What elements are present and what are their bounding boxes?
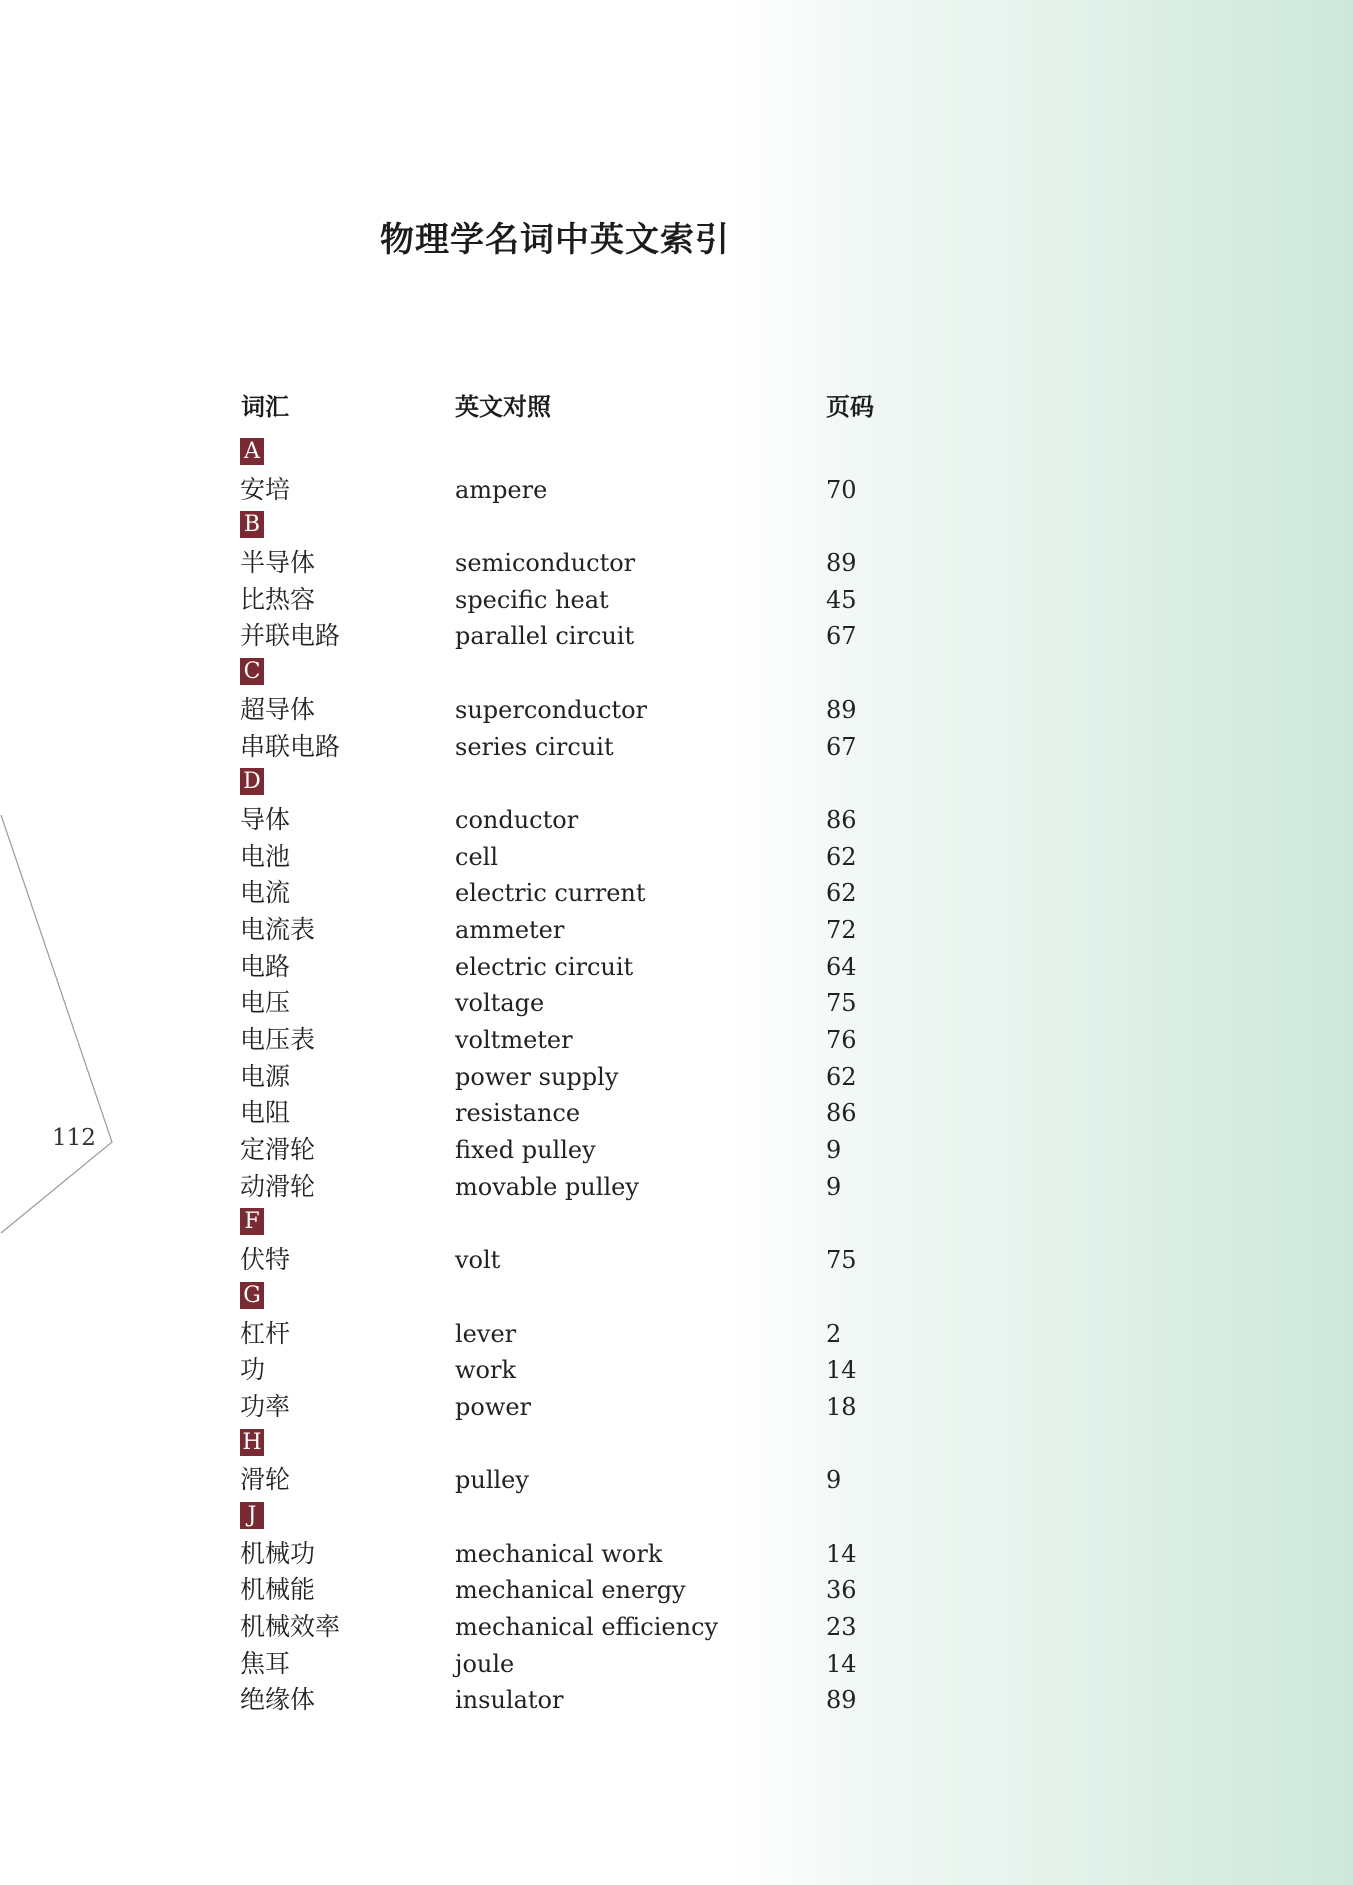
index-entry-row	[0, 1609, 1353, 1646]
entry-page: 67	[826, 622, 857, 651]
index-entry-row	[0, 1316, 1353, 1353]
entry-page: 62	[826, 842, 857, 871]
entry-page: 62	[826, 1062, 857, 1091]
index-entry-row	[0, 1536, 1353, 1573]
entry-english: work	[455, 1356, 517, 1385]
index-entry-row	[0, 875, 1353, 912]
entry-page: 89	[826, 1686, 857, 1715]
entry-english: specific heat	[455, 585, 609, 614]
entry-english: voltage	[455, 989, 545, 1018]
entry-english: power supply	[455, 1062, 619, 1091]
index-entry-row	[0, 949, 1353, 986]
header-page: 页码	[826, 393, 874, 421]
page-number: 112	[52, 1125, 96, 1151]
entry-term: 功率	[240, 1391, 291, 1421]
index-entry-row	[0, 912, 1353, 949]
header-term: 词汇	[241, 393, 289, 421]
entry-page: 75	[826, 1246, 857, 1275]
index-list	[0, 435, 1353, 1719]
entry-page: 45	[826, 585, 857, 614]
entry-term: 电阻	[240, 1098, 291, 1128]
entry-page: 36	[826, 1576, 857, 1605]
section-letter-row	[0, 1426, 1353, 1463]
entry-page: 18	[826, 1392, 857, 1421]
entry-page: 14	[826, 1649, 857, 1678]
entry-term: 伏特	[240, 1245, 291, 1275]
entry-page: 9	[826, 1172, 842, 1201]
section-letter-badge: H	[240, 1429, 264, 1456]
entry-page: 14	[826, 1356, 857, 1385]
entry-term: 半导体	[240, 548, 316, 578]
entry-english: voltmeter	[455, 1026, 573, 1054]
entry-page: 9	[826, 1136, 842, 1165]
section-letter-row	[0, 1205, 1353, 1242]
entry-english: pulley	[455, 1466, 529, 1495]
entry-page: 23	[826, 1613, 857, 1641]
entry-page: 86	[826, 805, 857, 834]
entry-term: 超导体	[240, 694, 316, 724]
entry-english: movable pulley	[455, 1172, 639, 1201]
entry-term: 比热容	[240, 584, 316, 614]
entry-term: 定滑轮	[240, 1135, 316, 1165]
section-letter-row	[0, 655, 1353, 692]
entry-page: 67	[826, 732, 857, 761]
entry-english: lever	[455, 1319, 517, 1348]
entry-page: 64	[826, 952, 857, 981]
index-entry-row	[0, 1132, 1353, 1169]
entry-english: superconductor	[455, 695, 647, 724]
index-entry-row	[0, 985, 1353, 1022]
entry-english: ammeter	[455, 915, 565, 944]
entry-term: 滑轮	[240, 1465, 291, 1495]
section-letter-row	[0, 435, 1353, 472]
index-entry-row	[0, 729, 1353, 766]
entry-term: 电路	[240, 951, 291, 981]
index-entry-row	[0, 582, 1353, 619]
entry-page: 9	[826, 1466, 842, 1495]
index-entry-row	[0, 839, 1353, 876]
section-letter-row	[0, 1499, 1353, 1536]
entry-term: 电流表	[240, 914, 316, 944]
entry-page: 2	[826, 1319, 842, 1348]
entry-term: 绝缘体	[240, 1685, 316, 1715]
entry-english: semiconductor	[455, 549, 636, 578]
entry-page: 89	[826, 549, 857, 578]
index-entry-row	[0, 1022, 1353, 1059]
entry-english: mechanical energy	[455, 1576, 686, 1605]
entry-page: 72	[826, 915, 857, 944]
entry-term: 电源	[240, 1061, 291, 1091]
index-entry-row	[0, 1572, 1353, 1609]
entry-english: conductor	[455, 805, 579, 834]
index-entry-row	[0, 1389, 1353, 1426]
entry-english: cell	[455, 842, 498, 871]
index-entry-row	[0, 472, 1353, 509]
entry-term: 串联电路	[240, 731, 341, 761]
entry-english: mechanical efficiency	[455, 1613, 719, 1641]
entry-term: 动滑轮	[240, 1171, 316, 1201]
index-entry-row	[0, 1352, 1353, 1389]
index-entry-row	[0, 1095, 1353, 1132]
entry-page: 70	[826, 475, 857, 504]
page-title: 物理学名词中英文索引	[380, 220, 730, 260]
entry-term: 导体	[240, 804, 291, 834]
entry-term: 机械功	[240, 1538, 316, 1568]
index-entry-row	[0, 1462, 1353, 1499]
header-english: 英文对照	[455, 393, 551, 421]
index-entry-row	[0, 692, 1353, 729]
section-letter-badge: F	[240, 1208, 264, 1235]
index-entry-row	[0, 545, 1353, 582]
entry-english: fixed pulley	[455, 1136, 596, 1165]
entry-english: series circuit	[455, 732, 614, 761]
entry-term: 电池	[240, 841, 291, 871]
entry-english: volt	[455, 1246, 501, 1275]
section-letter-badge: A	[240, 438, 264, 465]
entry-english: ampere	[455, 475, 548, 504]
section-letter-badge: J	[240, 1502, 264, 1529]
index-header-row	[0, 387, 1353, 427]
entry-page: 62	[826, 879, 857, 908]
entry-term: 电压表	[240, 1025, 316, 1054]
entry-english: mechanical work	[455, 1539, 663, 1568]
section-letter-row	[0, 1279, 1353, 1316]
index-entry-row	[0, 618, 1353, 655]
entry-page: 86	[826, 1099, 857, 1128]
entry-page: 76	[826, 1026, 857, 1054]
entry-term: 杠杆	[240, 1318, 291, 1348]
section-letter-badge: D	[240, 768, 264, 795]
entry-english: resistance	[455, 1099, 581, 1128]
entry-page: 89	[826, 695, 857, 724]
section-letter-badge: G	[240, 1282, 264, 1309]
entry-english: electric current	[455, 879, 646, 908]
index-entry-row	[0, 802, 1353, 839]
entry-term: 电压	[240, 988, 291, 1018]
entry-page: 14	[826, 1539, 857, 1568]
section-letter-badge: B	[240, 511, 264, 538]
index-entry-row	[0, 1682, 1353, 1719]
section-letter-row	[0, 765, 1353, 802]
index-entry-row	[0, 1646, 1353, 1683]
entry-english: electric circuit	[455, 952, 634, 981]
entry-english: joule	[455, 1649, 515, 1678]
entry-term: 功	[240, 1355, 266, 1385]
entry-term: 焦耳	[240, 1648, 291, 1678]
entry-english: parallel circuit	[455, 622, 635, 651]
entry-page: 75	[826, 989, 857, 1018]
entry-term: 机械能	[240, 1575, 316, 1605]
entry-term: 电流	[240, 878, 291, 908]
entry-term: 并联电路	[240, 621, 341, 651]
section-letter-badge: C	[240, 658, 264, 685]
entry-term: 机械效率	[240, 1612, 341, 1641]
index-entry-row	[0, 1242, 1353, 1279]
entry-term: 安培	[240, 474, 291, 504]
index-entry-row	[0, 1059, 1353, 1096]
entry-english: power	[455, 1392, 532, 1421]
entry-english: insulator	[455, 1686, 564, 1715]
section-letter-row	[0, 508, 1353, 545]
index-entry-row	[0, 1169, 1353, 1206]
